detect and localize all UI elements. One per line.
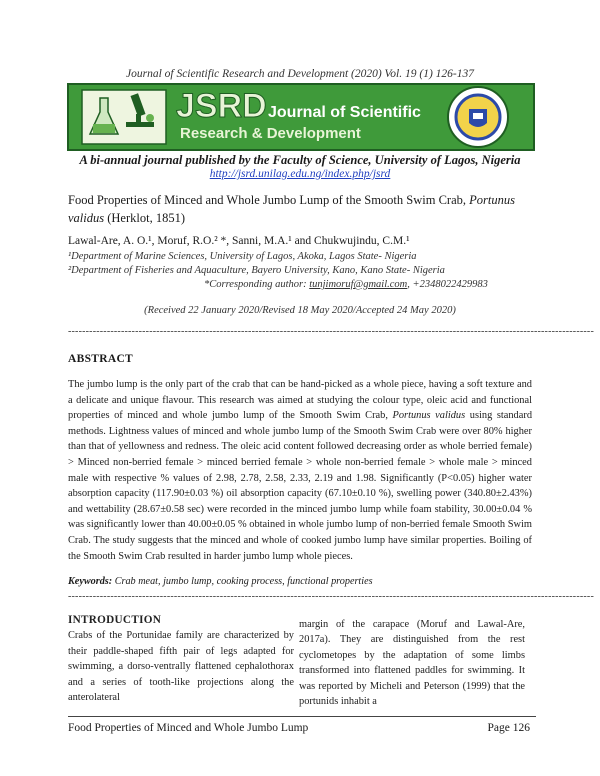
separator-top: ----------------------------------------------------------------------------------------------------------------------------------------------------- bbox=[68, 326, 594, 337]
publisher-statement: A bi-annual journal published by the Faculty of Science, University of Lagos, Nigeria bbox=[79, 153, 521, 167]
keywords-label: Keywords: bbox=[68, 576, 113, 587]
abstract-species: Portunus validus bbox=[392, 410, 466, 422]
introduction-left-column bbox=[68, 613, 294, 705]
received-dates: (Received 22 January 2020/Revised 18 May 2020/Accepted 24 May 2020) bbox=[144, 305, 456, 316]
article-title-authority: (Herklot, 1851) bbox=[104, 211, 185, 225]
banner-title: JSRD bbox=[176, 87, 267, 125]
corresponding-prefix: *Corresponding author: bbox=[204, 279, 310, 290]
abstract-heading: ABSTRACT bbox=[68, 353, 134, 365]
corresponding-author bbox=[204, 279, 488, 290]
abstract-text-1: The jumbo lump is the only part of the crab that can be hand-picked as a whole piece, having a soft texture and a delicate and unique flavour. This research was aimed at studying the colour type, oleic acid and functional properties of minced and whole jumbo lump of the Smooth Swim Crab, bbox=[68, 379, 532, 422]
keywords-line bbox=[68, 576, 536, 587]
introduction-left-text: Crabs of the Portunidae family are characterized by their paddle-shaped fifth pair of legs adapted for swimming, a dorso-ventrally flattened cephalothorax and a series of tooth-like projections along the anterolateral bbox=[68, 630, 294, 704]
separator-bottom: ----------------------------------------------------------------------------------------------------------------------------------------------------- bbox=[68, 591, 594, 602]
journal-url-link[interactable]: http://jsrd.unilag.edu.ng/index.php/jsrd bbox=[209, 168, 391, 180]
corresponding-email-link[interactable]: tunjimoruf@gmail.com bbox=[309, 279, 408, 290]
footer-page-number: Page 126 bbox=[487, 722, 530, 734]
introduction-heading: INTRODUCTION bbox=[68, 614, 162, 626]
journal-citation-header: Journal of Scientific Research and Development (2020) Vol. 19 (1) 126-137 bbox=[125, 68, 474, 80]
article-title-text: Food Properties of Minced and Whole Jumbo Lump of the Smooth Swim Crab, bbox=[68, 193, 470, 207]
journal-url-line bbox=[0, 168, 600, 180]
journal-banner bbox=[68, 84, 534, 150]
affiliation-2: ²Department of Fisheries and Aquaculture, Bayero University, Kano, Kano State- Nigeria bbox=[68, 265, 445, 276]
banner-subtitle-2: Research & Development bbox=[180, 125, 361, 142]
abstract-body bbox=[68, 377, 532, 564]
footer-running-title: Food Properties of Minced and Whole Jumbo Lump bbox=[68, 722, 309, 734]
university-seal-icon bbox=[448, 87, 508, 147]
author-list: Lawal-Are, A. O.¹, Moruf, R.O.² *, Sanni, M.A.¹ and Chukwujindu, C.M.¹ bbox=[68, 235, 410, 247]
corresponding-phone: , +2348022429983 bbox=[407, 279, 488, 290]
introduction-right-text: margin of the carapace (Moruf and Lawal-Are, 2017a). They are distinguished from the rest cyclometopes by the adaptation of some limbs transformed into flattened paddles for swimming. It was reported by Micheli and Peterson (1999) that the portunids inhabit a bbox=[299, 619, 525, 708]
introduction-right-column bbox=[299, 617, 525, 709]
footer-rule bbox=[68, 716, 536, 717]
article-title bbox=[68, 191, 538, 227]
article-title-species: Portunus validus bbox=[68, 193, 515, 225]
affiliation-1: ¹Department of Marine Sciences, University of Lagos, Akoka, Lagos State- Nigeria bbox=[68, 251, 417, 262]
keywords-text: Crab meat, jumbo lump, cooking process, functional properties bbox=[112, 576, 373, 587]
banner-subtitle-1: Journal of Scientific bbox=[268, 104, 421, 121]
abstract-text-2: using standard methods. Lightness values of minced and whole jumbo lump of the Smooth Swim Crab were over 80% higher than that of yellowness and redness. The oleic acid content followed decreasing order as whole berried female) > Minced non-berried female > minced berried female > whole non-berried female > whole male > minced male with respective % values of 2.98, 2.78, 2.58, 2.33, 2.19 and 1.98. Significantly (P<0.05) higher water absorption capacity (117.90±0.03 %) oil absorption capacity (67.10±0.10 %), swelling power (340.80±2.43%) and wettability (28.67±0.58 sec) were recorded in the minced jumbo lump while foam stability, 30.00±0.04 % was significantly lower than 40.00±0.05 % obtained in whole jumbo lump of non-berried female Smooth Swim Crab. The study suggests that the minced and whole of cooked jumbo lump have similar properties. Boiling of the Smooth Swim Crab resulted in harder jumbo lump whole pieces. bbox=[68, 410, 533, 562]
